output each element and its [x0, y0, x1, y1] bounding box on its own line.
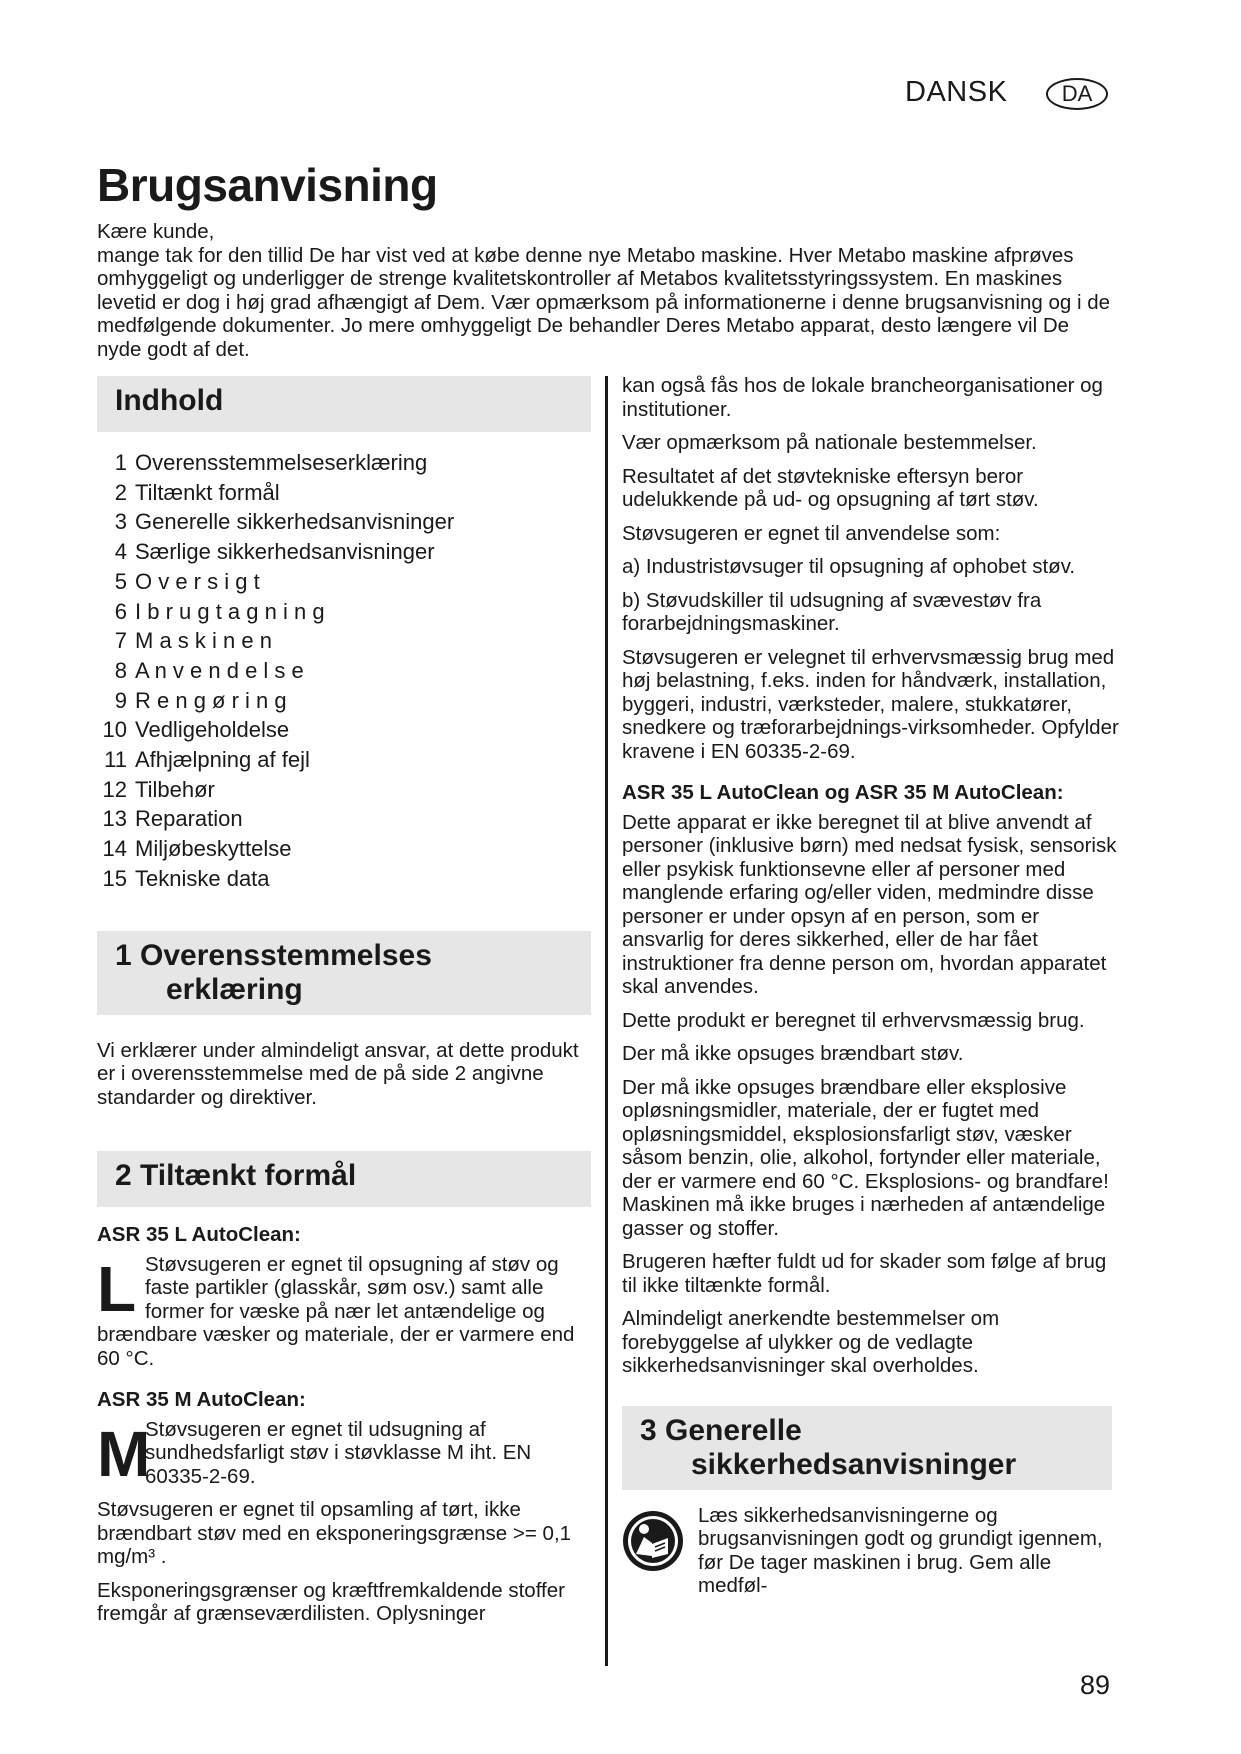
right-para: Resultatet af det støvtekniske eftersyn beror udelukkende på ud- og opsugning af tørt støv.	[622, 464, 1039, 511]
right-column	[622, 374, 1122, 1598]
toc-item[interactable]: 11 Afhjælpning af fejl	[104, 747, 310, 773]
asr-35-m-block	[97, 1418, 591, 1489]
right-para: Der må ikke opsuges brændbart støv.	[622, 1042, 964, 1065]
right-para: Almindeligt anerkendte bestemmelser om forebyggelse af ulykker og de vedlagte sikkerhedsanvisninger skal overholdes.	[622, 1307, 1000, 1377]
intro-greeting: Kære kunde,	[97, 220, 215, 243]
toc-item[interactable]: 13 Reparation	[102, 806, 243, 832]
toc-item[interactable]: 12 Tilbehør	[102, 776, 215, 802]
right-para: Dette produkt er beregnet til erhvervsmæssig brug.	[622, 1008, 1085, 1032]
toc-item[interactable]: 4 Særlige sikkerhedsanvisninger	[114, 539, 435, 565]
right-para: Støvsugeren er egnet til anvendelse som:	[622, 521, 1001, 545]
asr-35-m-subhead: ASR 35 M AutoClean:	[97, 1388, 306, 1412]
toc-item[interactable]: 9 R e n g ø r i n g	[114, 687, 287, 713]
toc-list	[97, 448, 591, 894]
asr-35-l-text: Støvsugeren er egnet til opsugning af støv og faste partikler (glasskår, søm osv.) samt alle former for væske på nær let antændelige og brændbare væsker og materiale, der er varmere end 60 °C.	[97, 1252, 575, 1370]
column-divider	[605, 376, 608, 1666]
right-para: Vær opmærksom på nationale bestemmelser.	[622, 431, 1037, 454]
class-l-symbol: L	[97, 1252, 137, 1325]
right-para: kan også fås hos de lokale brancheorganisationer og institutioner.	[622, 374, 1103, 421]
right-para: a) Industristøvsuger til opsugning af ophobet støv.	[622, 555, 1076, 578]
section-2-text-a: Støvsugeren er egnet til opsamling af tørt, ikke brændbart støv med en eksponeringsgrænse >= 0,1 mg/m³ .	[97, 1498, 572, 1569]
toc-heading: Indhold	[97, 376, 591, 432]
section-2-heading: 2 Tiltænkt formål	[97, 1151, 591, 1207]
toc-item[interactable]: 5 O v e r s i g t	[114, 568, 260, 594]
page-title: Brugsanvisning	[97, 159, 438, 211]
section-1-text: Vi erklærer under almindeligt ansvar, at dette produkt er i overensstemmelse med de på side 2 angivne standarder og direktiver.	[97, 1038, 579, 1109]
intro	[97, 220, 1117, 361]
page-number: 89	[1080, 1670, 1111, 1700]
asr-35-l-subhead: ASR 35 L AutoClean:	[97, 1223, 301, 1247]
section-2-text-b: Eksponeringsgrænser og kræftfremkaldende stoffer fremgår af grænseværdilisten. Oplysninger	[97, 1578, 565, 1626]
asr-35-m-text: Støvsugeren er egnet til udsugning af sundhedsfarligt støv i støvklasse M iht. EN 60335-2-69.	[145, 1417, 532, 1488]
right-para: Dette apparat er ikke beregnet til at blive anvendt af personer (inklusive børn) med nedsat fysisk, sensorisk eller psykisk funktionsevne eller af personer med manglende erfaring og/eller viden, medmindre disse personer er under opsyn af en person, som er ansvarlig for deres sikkerhed, eller de har fået instruktioner fra denne person om, hvordan apparatet skal anvendes.	[622, 810, 1117, 998]
language-label: DANSK	[905, 76, 1008, 108]
toc-item[interactable]: 15 Tekniske data	[102, 865, 270, 891]
toc-item[interactable]: 10 Vedligeholdelse	[102, 717, 290, 743]
toc-item[interactable]: 7 M a s k i n e n	[114, 628, 272, 654]
language-code-badge: DA	[1046, 78, 1108, 110]
toc-item[interactable]: 2 Tiltænkt formål	[114, 479, 280, 505]
left-column	[97, 376, 591, 1636]
read-instructions-row	[622, 1504, 1122, 1598]
read-manual-icon	[622, 1510, 684, 1572]
right-para: Brugeren hæfter fuldt ud for skader som følge af brug til ikke tiltænkte formål.	[622, 1250, 1107, 1297]
section-3-heading: 3 Generelle sikkerhedsanvisninger	[622, 1406, 1112, 1490]
toc-item[interactable]: 1 Overensstemmelseserklæring	[114, 450, 428, 475]
toc-item[interactable]: 14 Miljøbeskyttelse	[102, 836, 292, 862]
section-3-text: Læs sikkerhedsanvisningerne og brugsanvisningen godt og grundigt igennem, før De tager maskinen i brug. Gem alle medføl-	[698, 1503, 1103, 1597]
right-para: Støvsugeren er velegnet til erhvervsmæssig brug med høj belastning, f.eks. inden for håndværk, installation, byggeri, industri, værksteder, malere, stukkatører, snedkere og træforarbejdnings-virksomheder. Opfylder kravene i EN 60335-2-69.	[622, 645, 1119, 763]
toc-item[interactable]: 3 Generelle sikkerhedsanvisninger	[114, 509, 455, 535]
section-1-heading: 1 Overensstemmelses erklæring	[97, 931, 591, 1015]
intro-body: mange tak for den tillid De har vist ved at købe denne nye Metabo maskine. Hver Metabo maskine afprøves omhyggeligt og underligger de strenge kvalitetskontroller af Metabos kvalitetsstyringssystem. En maskines levetid er dog i høj grad afhængigt af Dem. Vær opmærksom på informationerne i denne brugsanvisning og i de medfølgende dokumenter. Jo mere omhyggeligt De behandler Deres Metabo apparat, desto længere vil De nyde godt af det.	[97, 243, 1111, 361]
asr-35-both-subhead: ASR 35 L AutoClean og ASR 35 M AutoClean:	[622, 781, 1064, 804]
class-m-symbol: M	[97, 1417, 151, 1490]
toc-item[interactable]: 8 A n v e n d e l s e	[114, 657, 304, 683]
asr-35-l-block	[97, 1253, 591, 1371]
right-para: b) Støvudskiller til udsugning af svævestøv fra forarbejdningsmaskiner.	[622, 588, 1042, 635]
toc-item[interactable]: 6 I b r u g t a g n i n g	[114, 598, 325, 624]
right-para: Der må ikke opsuges brændbare eller eksplosive opløsningsmidler, materiale, der er fugtet med opløsningsmiddel, eksplosionsfarligt støv, væsker såsom benzin, olie, alkohol, fortynder eller materiale, der er varmere end 60 °C. Eksplosions- og brandfare! Maskinen må ikke bruges i nærheden af antændelige gasser og stoffer.	[622, 1075, 1109, 1240]
